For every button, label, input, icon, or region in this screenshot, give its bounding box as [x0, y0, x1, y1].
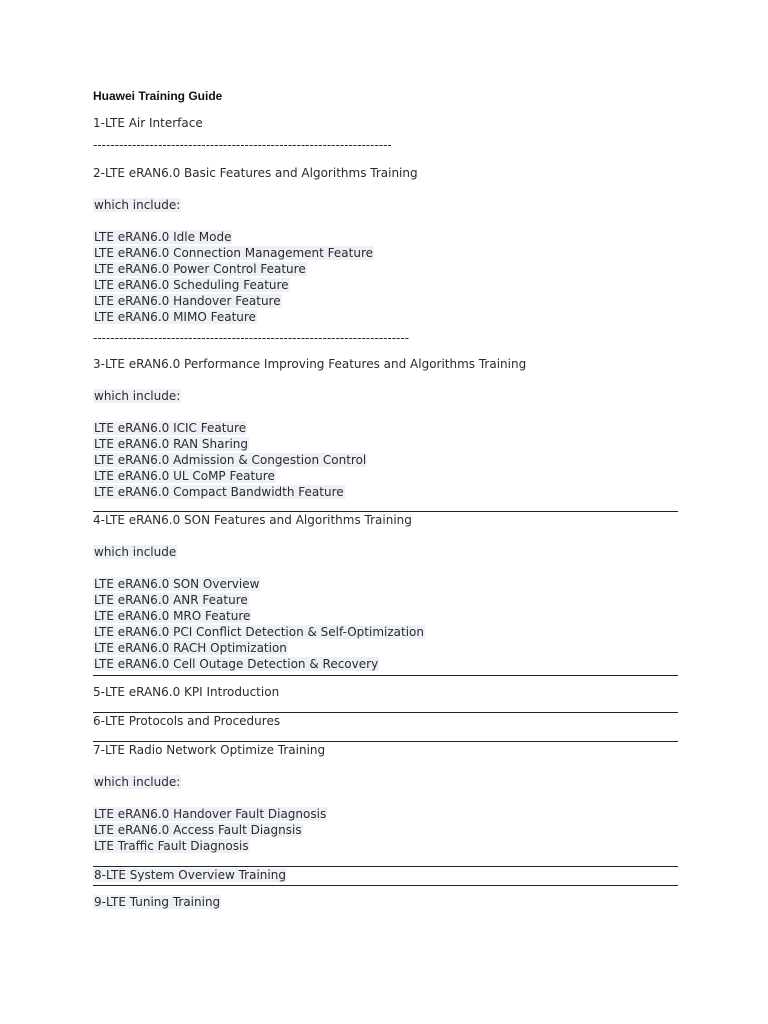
list-item: [93, 452, 678, 468]
list-item-text: LTE eRAN6.0 ANR Feature: [94, 593, 248, 607]
list-item: [93, 261, 678, 277]
section-3-intro-text: which include:: [94, 389, 181, 403]
section-2-intro: [93, 197, 678, 213]
list-item-text: LTE Traffic Fault Diagnosis: [94, 839, 249, 853]
list-item: [93, 484, 678, 500]
section-7-heading: [93, 742, 678, 758]
section-7-intro-text: which include:: [94, 775, 181, 789]
list-item-text: LTE eRAN6.0 Idle Mode: [94, 230, 232, 244]
list-item: [93, 656, 678, 672]
list-item-text: LTE eRAN6.0 MIMO Feature: [94, 310, 256, 324]
section-3-heading: [93, 356, 678, 372]
section-2-heading-text: 2-LTE eRAN6.0 Basic Features and Algorithms Training: [93, 166, 418, 180]
list-item: [93, 592, 678, 608]
section-5-heading: [93, 684, 678, 700]
section-6-heading-text: 6-LTE Protocols and Procedures: [93, 714, 281, 728]
section-4-intro: [93, 544, 678, 560]
list-item-text: LTE eRAN6.0 RAN Sharing: [94, 437, 248, 451]
dash-divider-2: -------------------------------------------------------------------------: [93, 331, 410, 345]
section-8-heading: [93, 867, 678, 883]
list-item-text: LTE eRAN6.0 SON Overview: [94, 577, 260, 591]
list-item-text: LTE eRAN6.0 Compact Bandwidth Feature: [94, 485, 344, 499]
list-item: [93, 420, 678, 436]
list-item-text: LTE eRAN6.0 MRO Feature: [94, 609, 251, 623]
list-item-text: LTE eRAN6.0 PCI Conflict Detection & Self-Optimization: [94, 625, 424, 639]
dash-divider-1: ---------------------------------------------------------------------: [93, 138, 392, 152]
section-1-heading: [93, 115, 678, 131]
list-item-text: LTE eRAN6.0 Access Fault Diagnsis: [94, 823, 302, 837]
list-item-text: LTE eRAN6.0 UL CoMP Feature: [94, 469, 275, 483]
list-item: [93, 806, 678, 822]
list-item: [93, 277, 678, 293]
list-item: [93, 229, 678, 245]
section-7-intro: [93, 774, 678, 790]
list-item-text: LTE eRAN6.0 Handover Feature: [94, 294, 281, 308]
list-item: [93, 436, 678, 452]
document-page: [93, 88, 678, 910]
list-item: [93, 309, 678, 325]
list-item-text: LTE eRAN6.0 RACH Optimization: [94, 641, 287, 655]
section-9-heading-text: 9-LTE Tuning Training: [94, 895, 221, 909]
list-item: [93, 245, 678, 261]
section-3-intro: [93, 388, 678, 404]
list-item-text: LTE eRAN6.0 Connection Management Feature: [94, 246, 373, 260]
list-item-text: LTE eRAN6.0 Handover Fault Diagnosis: [94, 807, 327, 821]
list-item-text: LTE eRAN6.0 Power Control Feature: [94, 262, 306, 276]
list-item-text: LTE eRAN6.0 Admission & Congestion Control: [94, 453, 367, 467]
section-2-intro-text: which include:: [94, 198, 181, 212]
section-2-heading: [93, 165, 678, 181]
list-item: [93, 293, 678, 309]
list-item-text: LTE eRAN6.0 Scheduling Feature: [94, 278, 289, 292]
list-item: [93, 576, 678, 592]
list-item: [93, 468, 678, 484]
document-title: Huawei Training Guide: [93, 89, 223, 103]
section-4-heading-text: 4-LTE eRAN6.0 SON Features and Algorithms Training: [93, 513, 412, 527]
list-item: [93, 838, 678, 854]
section-4-heading: [93, 512, 678, 528]
section-7-heading-text: 7-LTE Radio Network Optimize Training: [93, 743, 326, 757]
section-6-heading: [93, 713, 678, 729]
list-item: [93, 624, 678, 640]
section-3-heading-text: 3-LTE eRAN6.0 Performance Improving Features and Algorithms Training: [93, 357, 527, 371]
section-5-heading-text: 5-LTE eRAN6.0 KPI Introduction: [93, 685, 280, 699]
list-item: [93, 640, 678, 656]
section-4-intro-text: which include: [94, 545, 177, 559]
section-8-heading-text: 8-LTE System Overview Training: [94, 868, 286, 882]
section-9-heading: [93, 894, 678, 910]
list-item: [93, 822, 678, 838]
list-item-text: LTE eRAN6.0 ICIC Feature: [94, 421, 247, 435]
section-1-heading-text: 1-LTE Air Interface: [93, 116, 203, 130]
list-item: [93, 608, 678, 624]
list-item-text: LTE eRAN6.0 Cell Outage Detection & Recovery: [94, 657, 379, 671]
